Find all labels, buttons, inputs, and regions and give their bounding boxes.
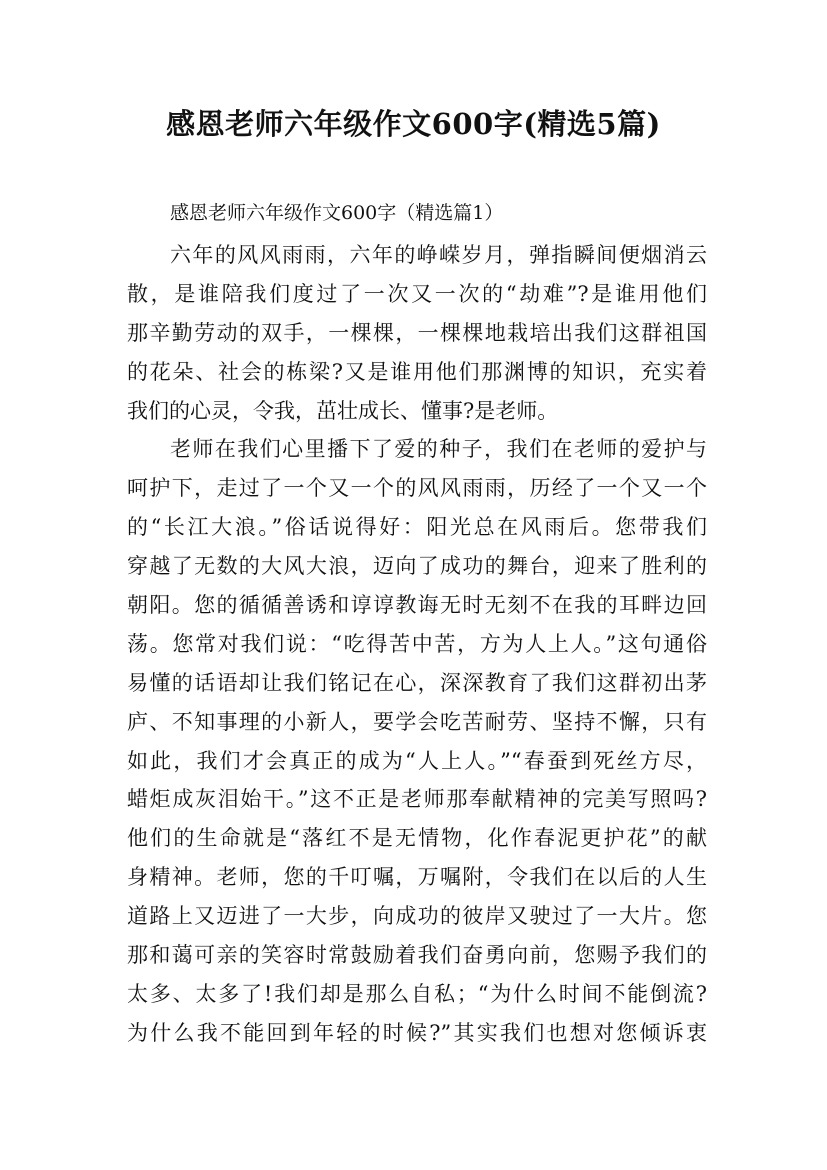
paragraph-line: 易懂的话语却让我们铭记在心，深深教育了我们这群初出茅 bbox=[127, 670, 707, 695]
paragraph-line: 穿越了无数的大风大浪，迈向了成功的舞台，迎来了胜利的 bbox=[127, 554, 707, 579]
paragraph-line: 蜡炬成灰泪始干。”这不正是老师那奉献精神的完美写照吗? bbox=[127, 787, 707, 812]
paragraph-line: 身精神。老师，您的千叮嘱，万嘱附，令我们在以后的人生 bbox=[127, 865, 707, 890]
essay-body bbox=[127, 236, 707, 1053]
paragraph-line: 庐、不知事理的小新人，要学会吃苦耐劳、坚持不懈，只有 bbox=[127, 709, 707, 734]
paragraph-line: 那和蔼可亲的笑容时常鼓励着我们奋勇向前，您赐予我们的 bbox=[127, 943, 707, 968]
paragraph-line: 道路上又迈进了一大步，向成功的彼岸又驶过了一大片。您 bbox=[127, 904, 707, 929]
paragraph-line: 老师在我们心里播下了爱的种子，我们在老师的爱护与 bbox=[170, 437, 707, 462]
paragraph-line: 我们的心灵，令我，茁壮成长、懂事?是老师。 bbox=[127, 398, 559, 423]
document-title: 感恩老师六年级作文600字(精选5篇) bbox=[166, 107, 661, 141]
paragraph-line: 的“长江大浪。”俗话说得好：阳光总在风雨后。您带我们 bbox=[127, 515, 707, 540]
section-heading: 感恩老师六年级作文600字（精选篇1） bbox=[170, 202, 504, 224]
paragraph-line: 那辛勤劳动的双手，一棵棵，一棵棵地栽培出我们这群祖国 bbox=[127, 320, 707, 345]
paragraph-line: 为什么我不能回到年轻的时候?”其实我们也想对您倾诉衷 bbox=[127, 1020, 707, 1045]
paragraph-line: 散，是谁陪我们度过了一次又一次的“劫难”?是谁用他们 bbox=[127, 281, 707, 306]
paragraph-line: 朝阳。您的循循善诱和谆谆教诲无时无刻不在我的耳畔边回 bbox=[127, 593, 707, 618]
paragraph-line: 如此，我们才会真正的成为“人上人。”“春蚕到死丝方尽， bbox=[127, 748, 707, 773]
paragraph-line: 六年的风风雨雨，六年的峥嵘岁月，弹指瞬间便烟消云 bbox=[170, 243, 707, 267]
paragraph-line: 呵护下，走过了一个又一个的风风雨雨，历经了一个又一个 bbox=[127, 476, 707, 501]
paragraph-line: 荡。您常对我们说：“吃得苦中苦，方为人上人。”这句通俗 bbox=[127, 631, 707, 656]
paragraph-line: 太多、太多了!我们却是那么自私；“为什么时间不能倒流? bbox=[127, 981, 707, 1006]
paragraph-line: 的花朵、社会的栋梁?又是谁用他们那渊博的知识，充实着 bbox=[127, 359, 707, 384]
paragraph-line: 他们的生命就是“落红不是无情物，化作春泥更护花”的献 bbox=[127, 826, 707, 851]
